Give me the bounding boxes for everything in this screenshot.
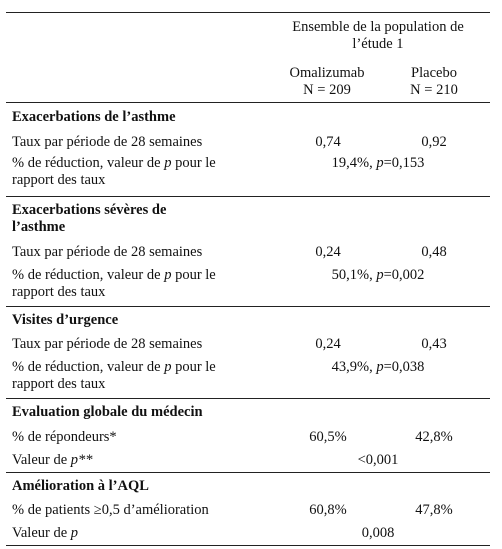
placebo-rate: 0,92 [421, 134, 447, 150]
section-title-aql-improvement: Amélioration à l’AQL [12, 478, 149, 494]
placebo-responders: 42,8% [415, 429, 453, 445]
reduction-label: % de réduction, valeur de p pour le rapport des taux [12, 155, 216, 188]
population-header-line1: Ensemble de la population de [292, 19, 464, 35]
rate-label: Taux par période de 28 semaines [12, 244, 203, 260]
improvement-label: % de patients ≥0,5 d’amélioration [12, 502, 209, 518]
omalizumab-n: N = 209 [303, 81, 351, 98]
section-rule [6, 472, 490, 473]
omalizumab-rate: 0,24 [315, 336, 341, 352]
p-value: <0,001 [357, 452, 399, 468]
section-rule [6, 196, 490, 197]
table-top-rule [6, 12, 490, 13]
responders-label: % de répondeurs* [12, 429, 117, 445]
placebo-column-header [388, 65, 480, 98]
section-title-emergency-visits: Visites d’urgence [12, 312, 119, 328]
reduction-value: 19,4%, p=0,153 [331, 155, 425, 171]
placebo-label: Placebo [411, 65, 457, 81]
rate-label: Taux par période de 28 semaines [12, 134, 203, 150]
omalizumab-label: Omalizumab [289, 65, 365, 81]
section-title-severe-exacerbations: Exacerbations sévères de l’asthme [12, 202, 167, 235]
population-header-line2: l’étude 1 [352, 35, 404, 52]
table-bottom-rule [6, 545, 490, 546]
placebo-rate: 0,48 [421, 244, 447, 260]
omalizumab-column-header [275, 65, 379, 98]
omalizumab-improvement: 60,8% [309, 502, 347, 518]
omalizumab-responders: 60,5% [309, 429, 347, 445]
section-title-physician-assessment: Evaluation globale du médecin [12, 404, 203, 420]
placebo-improvement: 47,8% [415, 502, 453, 518]
population-header [276, 19, 480, 52]
placebo-rate: 0,43 [421, 336, 447, 352]
section-rule [6, 306, 490, 307]
rate-label: Taux par période de 28 semaines [12, 336, 203, 352]
omalizumab-rate: 0,24 [315, 244, 341, 260]
omalizumab-rate: 0,74 [315, 134, 341, 150]
p-value-label: Valeur de p [12, 525, 79, 541]
section-title-asthma-exacerbations: Exacerbations de l’asthme [12, 109, 176, 125]
reduction-value: 50,1%, p=0,002 [331, 267, 425, 283]
reduction-label: % de réduction, valeur de p pour le rapport des taux [12, 359, 216, 392]
placebo-n: N = 210 [410, 81, 458, 98]
reduction-label: % de réduction, valeur de p pour le rapport des taux [12, 267, 216, 300]
section-rule [6, 398, 490, 399]
p-value-label: Valeur de p** [12, 452, 93, 468]
reduction-value: 43,9%, p=0,038 [331, 359, 425, 375]
p-value: 0,008 [361, 525, 395, 541]
header-rule [6, 102, 490, 103]
